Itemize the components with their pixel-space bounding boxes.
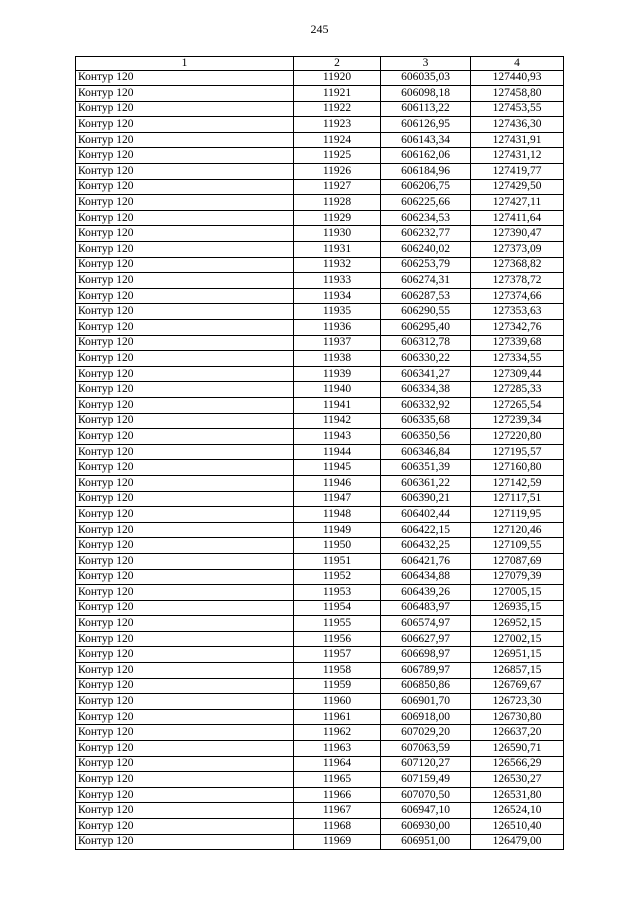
y-coordinate-cell: 126952,15 <box>471 616 564 632</box>
contour-name-cell: Контур 120 <box>76 101 294 117</box>
contour-name-cell: Контур 120 <box>76 647 294 663</box>
contour-name-cell: Контур 120 <box>76 304 294 320</box>
contour-name-cell: Контур 120 <box>76 444 294 460</box>
contour-name-cell: Контур 120 <box>76 491 294 507</box>
y-coordinate-cell: 127431,91 <box>471 132 564 148</box>
y-coordinate-cell: 127265,54 <box>471 397 564 413</box>
table-row <box>76 335 564 351</box>
point-number-cell: 11962 <box>294 725 381 741</box>
point-number-cell: 11929 <box>294 210 381 226</box>
x-coordinate-cell: 606206,75 <box>381 179 471 195</box>
table-row <box>76 694 564 710</box>
contour-name-cell: Контур 120 <box>76 663 294 679</box>
table-row <box>76 320 564 336</box>
table-row <box>76 600 564 616</box>
table-row <box>76 538 564 554</box>
point-number-cell: 11936 <box>294 320 381 336</box>
x-coordinate-cell: 606789,97 <box>381 663 471 679</box>
table-row <box>76 553 564 569</box>
table-row <box>76 382 564 398</box>
contour-name-cell: Контур 120 <box>76 569 294 585</box>
table-row <box>76 475 564 491</box>
x-coordinate-cell: 606035,03 <box>381 70 471 86</box>
point-number-cell: 11942 <box>294 413 381 429</box>
x-coordinate-cell: 606422,15 <box>381 522 471 538</box>
contour-name-cell: Контур 120 <box>76 507 294 523</box>
point-number-cell: 11953 <box>294 585 381 601</box>
x-coordinate-cell: 606143,34 <box>381 132 471 148</box>
table-row <box>76 663 564 679</box>
table-row <box>76 709 564 725</box>
y-coordinate-cell: 127119,95 <box>471 507 564 523</box>
table-row <box>76 351 564 367</box>
point-number-cell: 11959 <box>294 678 381 694</box>
y-coordinate-cell: 127142,59 <box>471 475 564 491</box>
column-header-4: 4 <box>471 57 564 71</box>
contour-name-cell: Контур 120 <box>76 522 294 538</box>
contour-name-cell: Контур 120 <box>76 600 294 616</box>
contour-name-cell: Контур 120 <box>76 366 294 382</box>
point-number-cell: 11920 <box>294 70 381 86</box>
table-row <box>76 429 564 445</box>
x-coordinate-cell: 606098,18 <box>381 86 471 102</box>
contour-name-cell: Контур 120 <box>76 273 294 289</box>
contour-name-cell: Контур 120 <box>76 678 294 694</box>
contour-name-cell: Контур 120 <box>76 772 294 788</box>
y-coordinate-cell: 127339,68 <box>471 335 564 351</box>
point-number-cell: 11966 <box>294 787 381 803</box>
x-coordinate-cell: 606483,97 <box>381 600 471 616</box>
x-coordinate-cell: 606402,44 <box>381 507 471 523</box>
table-row <box>76 569 564 585</box>
x-coordinate-cell: 606287,53 <box>381 288 471 304</box>
y-coordinate-cell: 127109,55 <box>471 538 564 554</box>
y-coordinate-cell: 127353,63 <box>471 304 564 320</box>
y-coordinate-cell: 126531,80 <box>471 787 564 803</box>
x-coordinate-cell: 606350,56 <box>381 429 471 445</box>
table-row <box>76 397 564 413</box>
table-row <box>76 195 564 211</box>
point-number-cell: 11969 <box>294 834 381 850</box>
x-coordinate-cell: 606901,70 <box>381 694 471 710</box>
y-coordinate-cell: 127334,55 <box>471 351 564 367</box>
table-row <box>76 444 564 460</box>
point-number-cell: 11957 <box>294 647 381 663</box>
y-coordinate-cell: 127419,77 <box>471 164 564 180</box>
y-coordinate-cell: 126935,15 <box>471 600 564 616</box>
contour-name-cell: Контур 120 <box>76 164 294 180</box>
y-coordinate-cell: 127220,80 <box>471 429 564 445</box>
contour-name-cell: Контур 120 <box>76 709 294 725</box>
table-row <box>76 725 564 741</box>
y-coordinate-cell: 126769,67 <box>471 678 564 694</box>
y-coordinate-cell: 127005,15 <box>471 585 564 601</box>
contour-name-cell: Контур 120 <box>76 803 294 819</box>
table-row <box>76 273 564 289</box>
contour-name-cell: Контур 120 <box>76 148 294 164</box>
contour-name-cell: Контур 120 <box>76 413 294 429</box>
contour-name-cell: Контур 120 <box>76 117 294 133</box>
x-coordinate-cell: 606346,84 <box>381 444 471 460</box>
y-coordinate-cell: 127411,64 <box>471 210 564 226</box>
table-row <box>76 70 564 86</box>
contour-name-cell: Контур 120 <box>76 397 294 413</box>
contour-name-cell: Контур 120 <box>76 538 294 554</box>
table-body <box>76 70 564 850</box>
contour-name-cell: Контур 120 <box>76 210 294 226</box>
table-row <box>76 117 564 133</box>
x-coordinate-cell: 606162,06 <box>381 148 471 164</box>
x-coordinate-cell: 607120,27 <box>381 756 471 772</box>
table-row <box>76 787 564 803</box>
point-number-cell: 11949 <box>294 522 381 538</box>
x-coordinate-cell: 606126,95 <box>381 117 471 133</box>
contour-name-cell: Контур 120 <box>76 694 294 710</box>
y-coordinate-cell: 126510,40 <box>471 819 564 835</box>
column-header-1: 1 <box>76 57 294 71</box>
x-coordinate-cell: 606295,40 <box>381 320 471 336</box>
y-coordinate-cell: 127436,30 <box>471 117 564 133</box>
contour-name-cell: Контур 120 <box>76 819 294 835</box>
point-number-cell: 11946 <box>294 475 381 491</box>
point-number-cell: 11960 <box>294 694 381 710</box>
contour-name-cell: Контур 120 <box>76 834 294 850</box>
contour-name-cell: Контур 120 <box>76 756 294 772</box>
contour-name-cell: Контур 120 <box>76 351 294 367</box>
x-coordinate-cell: 606432,25 <box>381 538 471 554</box>
table-row <box>76 772 564 788</box>
contour-name-cell: Контур 120 <box>76 460 294 476</box>
y-coordinate-cell: 127440,93 <box>471 70 564 86</box>
y-coordinate-cell: 127120,46 <box>471 522 564 538</box>
page-number: 245 <box>310 22 329 36</box>
y-coordinate-cell: 126951,15 <box>471 647 564 663</box>
y-coordinate-cell: 127160,80 <box>471 460 564 476</box>
point-number-cell: 11961 <box>294 709 381 725</box>
contour-name-cell: Контур 120 <box>76 429 294 445</box>
y-coordinate-cell: 127373,09 <box>471 242 564 258</box>
contour-name-cell: Контур 120 <box>76 132 294 148</box>
y-coordinate-cell: 127390,47 <box>471 226 564 242</box>
y-coordinate-cell: 126530,27 <box>471 772 564 788</box>
x-coordinate-cell: 607063,59 <box>381 741 471 757</box>
x-coordinate-cell: 606240,02 <box>381 242 471 258</box>
point-number-cell: 11932 <box>294 257 381 273</box>
x-coordinate-cell: 606330,22 <box>381 351 471 367</box>
header-row <box>76 57 564 71</box>
y-coordinate-cell: 126723,30 <box>471 694 564 710</box>
y-coordinate-cell: 126637,20 <box>471 725 564 741</box>
point-number-cell: 11950 <box>294 538 381 554</box>
y-coordinate-cell: 126857,15 <box>471 663 564 679</box>
y-coordinate-cell: 127002,15 <box>471 631 564 647</box>
point-number-cell: 11928 <box>294 195 381 211</box>
y-coordinate-cell: 127342,76 <box>471 320 564 336</box>
y-coordinate-cell: 127427,11 <box>471 195 564 211</box>
y-coordinate-cell: 127453,55 <box>471 101 564 117</box>
x-coordinate-cell: 606698,97 <box>381 647 471 663</box>
x-coordinate-cell: 606951,00 <box>381 834 471 850</box>
table-row <box>76 460 564 476</box>
point-number-cell: 11921 <box>294 86 381 102</box>
x-coordinate-cell: 606232,77 <box>381 226 471 242</box>
y-coordinate-cell: 127195,57 <box>471 444 564 460</box>
y-coordinate-cell: 127087,69 <box>471 553 564 569</box>
x-coordinate-cell: 606234,53 <box>381 210 471 226</box>
x-coordinate-cell: 606351,39 <box>381 460 471 476</box>
table-row <box>76 148 564 164</box>
point-number-cell: 11941 <box>294 397 381 413</box>
point-number-cell: 11939 <box>294 366 381 382</box>
contour-name-cell: Контур 120 <box>76 787 294 803</box>
y-coordinate-cell: 127429,50 <box>471 179 564 195</box>
table-row <box>76 210 564 226</box>
point-number-cell: 11934 <box>294 288 381 304</box>
point-number-cell: 11965 <box>294 772 381 788</box>
point-number-cell: 11951 <box>294 553 381 569</box>
point-number-cell: 11930 <box>294 226 381 242</box>
y-coordinate-cell: 127285,33 <box>471 382 564 398</box>
y-coordinate-cell: 126590,71 <box>471 741 564 757</box>
contour-name-cell: Контур 120 <box>76 179 294 195</box>
y-coordinate-cell: 126566,29 <box>471 756 564 772</box>
x-coordinate-cell: 606225,66 <box>381 195 471 211</box>
y-coordinate-cell: 127079,39 <box>471 569 564 585</box>
table-row <box>76 616 564 632</box>
point-number-cell: 11954 <box>294 600 381 616</box>
point-number-cell: 11933 <box>294 273 381 289</box>
x-coordinate-cell: 606439,26 <box>381 585 471 601</box>
x-coordinate-cell: 606627,97 <box>381 631 471 647</box>
point-number-cell: 11927 <box>294 179 381 195</box>
table-row <box>76 86 564 102</box>
point-number-cell: 11937 <box>294 335 381 351</box>
x-coordinate-cell: 606434,88 <box>381 569 471 585</box>
y-coordinate-cell: 127458,80 <box>471 86 564 102</box>
table-row <box>76 741 564 757</box>
x-coordinate-cell: 606274,31 <box>381 273 471 289</box>
x-coordinate-cell: 606184,96 <box>381 164 471 180</box>
y-coordinate-cell: 126479,00 <box>471 834 564 850</box>
x-coordinate-cell: 606341,27 <box>381 366 471 382</box>
point-number-cell: 11956 <box>294 631 381 647</box>
table-row <box>76 288 564 304</box>
contour-name-cell: Контур 120 <box>76 616 294 632</box>
table-header <box>76 57 564 71</box>
x-coordinate-cell: 606574,97 <box>381 616 471 632</box>
contour-name-cell: Контур 120 <box>76 631 294 647</box>
contour-name-cell: Контур 120 <box>76 86 294 102</box>
y-coordinate-cell: 127368,82 <box>471 257 564 273</box>
point-number-cell: 11964 <box>294 756 381 772</box>
point-number-cell: 11926 <box>294 164 381 180</box>
x-coordinate-cell: 606335,68 <box>381 413 471 429</box>
table-row <box>76 304 564 320</box>
y-coordinate-cell: 127374,66 <box>471 288 564 304</box>
coordinates-table <box>75 56 564 850</box>
x-coordinate-cell: 606947,10 <box>381 803 471 819</box>
x-coordinate-cell: 607070,50 <box>381 787 471 803</box>
y-coordinate-cell: 126730,80 <box>471 709 564 725</box>
table-row <box>76 491 564 507</box>
contour-name-cell: Контур 120 <box>76 335 294 351</box>
point-number-cell: 11948 <box>294 507 381 523</box>
point-number-cell: 11940 <box>294 382 381 398</box>
x-coordinate-cell: 606850,86 <box>381 678 471 694</box>
point-number-cell: 11947 <box>294 491 381 507</box>
x-coordinate-cell: 606113,22 <box>381 101 471 117</box>
table-row <box>76 585 564 601</box>
contour-name-cell: Контур 120 <box>76 257 294 273</box>
point-number-cell: 11922 <box>294 101 381 117</box>
point-number-cell: 11931 <box>294 242 381 258</box>
point-number-cell: 11924 <box>294 132 381 148</box>
table-row <box>76 819 564 835</box>
point-number-cell: 11925 <box>294 148 381 164</box>
column-header-2: 2 <box>294 57 381 71</box>
table-row <box>76 242 564 258</box>
table-row <box>76 226 564 242</box>
table-row <box>76 756 564 772</box>
point-number-cell: 11952 <box>294 569 381 585</box>
x-coordinate-cell: 606930,00 <box>381 819 471 835</box>
point-number-cell: 11955 <box>294 616 381 632</box>
y-coordinate-cell: 126524,10 <box>471 803 564 819</box>
contour-name-cell: Контур 120 <box>76 195 294 211</box>
x-coordinate-cell: 606361,22 <box>381 475 471 491</box>
y-coordinate-cell: 127431,12 <box>471 148 564 164</box>
point-number-cell: 11968 <box>294 819 381 835</box>
x-coordinate-cell: 606421,76 <box>381 553 471 569</box>
contour-name-cell: Контур 120 <box>76 288 294 304</box>
contour-name-cell: Контур 120 <box>76 242 294 258</box>
table-row <box>76 366 564 382</box>
column-header-3: 3 <box>381 57 471 71</box>
contour-name-cell: Контур 120 <box>76 725 294 741</box>
x-coordinate-cell: 606332,92 <box>381 397 471 413</box>
table-row <box>76 257 564 273</box>
table-row <box>76 413 564 429</box>
x-coordinate-cell: 606334,38 <box>381 382 471 398</box>
x-coordinate-cell: 607029,20 <box>381 725 471 741</box>
y-coordinate-cell: 127309,44 <box>471 366 564 382</box>
point-number-cell: 11944 <box>294 444 381 460</box>
table-row <box>76 631 564 647</box>
point-number-cell: 11967 <box>294 803 381 819</box>
x-coordinate-cell: 606918,00 <box>381 709 471 725</box>
x-coordinate-cell: 607159,49 <box>381 772 471 788</box>
contour-name-cell: Контур 120 <box>76 382 294 398</box>
contour-name-cell: Контур 120 <box>76 553 294 569</box>
table-row <box>76 834 564 850</box>
table-row <box>76 101 564 117</box>
point-number-cell: 11958 <box>294 663 381 679</box>
table-row <box>76 179 564 195</box>
contour-name-cell: Контур 120 <box>76 320 294 336</box>
contour-name-cell: Контур 120 <box>76 741 294 757</box>
y-coordinate-cell: 127378,72 <box>471 273 564 289</box>
table-row <box>76 647 564 663</box>
x-coordinate-cell: 606312,78 <box>381 335 471 351</box>
contour-name-cell: Контур 120 <box>76 226 294 242</box>
table-row <box>76 522 564 538</box>
contour-name-cell: Контур 120 <box>76 475 294 491</box>
x-coordinate-cell: 606290,55 <box>381 304 471 320</box>
point-number-cell: 11923 <box>294 117 381 133</box>
table-row <box>76 164 564 180</box>
point-number-cell: 11935 <box>294 304 381 320</box>
table-row <box>76 678 564 694</box>
point-number-cell: 11938 <box>294 351 381 367</box>
contour-name-cell: Контур 120 <box>76 585 294 601</box>
x-coordinate-cell: 606390,21 <box>381 491 471 507</box>
table-row <box>76 132 564 148</box>
point-number-cell: 11963 <box>294 741 381 757</box>
point-number-cell: 11945 <box>294 460 381 476</box>
y-coordinate-cell: 127239,34 <box>471 413 564 429</box>
table-row <box>76 507 564 523</box>
contour-name-cell: Контур 120 <box>76 70 294 86</box>
y-coordinate-cell: 127117,51 <box>471 491 564 507</box>
point-number-cell: 11943 <box>294 429 381 445</box>
x-coordinate-cell: 606253,79 <box>381 257 471 273</box>
table-row <box>76 803 564 819</box>
